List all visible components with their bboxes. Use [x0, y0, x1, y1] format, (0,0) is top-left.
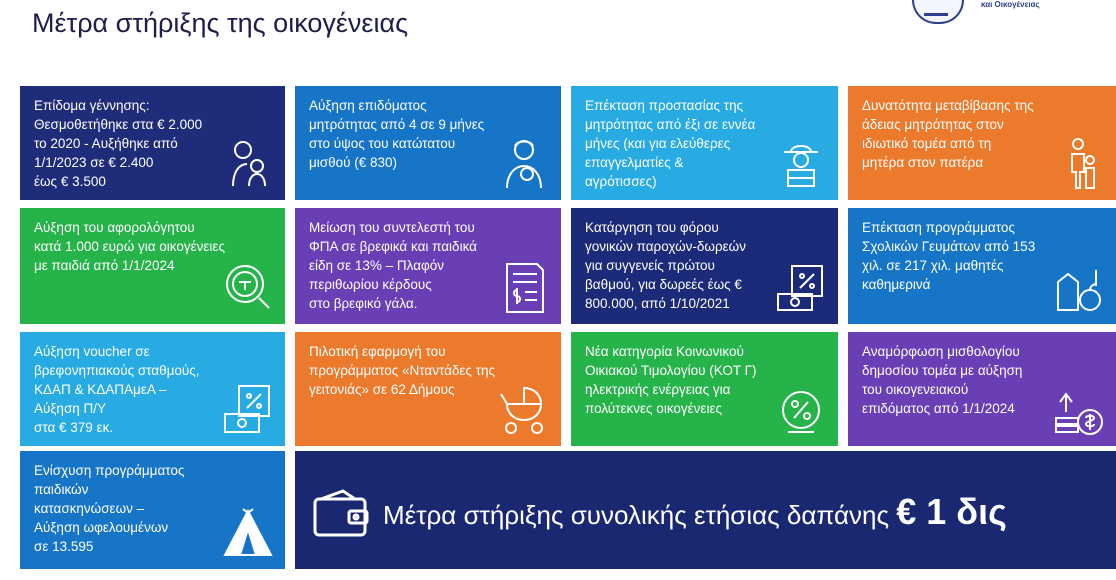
tile-text: Πιλοτική εφαρμογή του προγράμματος «Νταντάδες της γειτονιάς» σε 62 Δήμους	[309, 344, 496, 397]
tile-text: Ενίσχυση προγράμματος παιδικών κατασκηνώσεων – Αύξηση ωφελουμένων σε 13.595	[34, 463, 185, 554]
tile-text: Νέα κατηγορία Κοινωνικού Οικιακού Τιμολογίου (ΚΟΤ Γ) ηλεκτρικής ενέργειας για πολύτεκνες οικογένειες	[585, 344, 757, 416]
summary-banner	[295, 451, 1116, 569]
school-meal-icon	[1052, 260, 1106, 314]
tile-text: Αύξηση επιδόματος μητρότητας από 4 σε 9 μήνες στο ύψος του κατώτατου μισθού (€ 830)	[309, 98, 485, 170]
tile-voucher-increase	[20, 332, 285, 446]
tile-gift-tax-abolition	[571, 208, 838, 324]
tile-maternity-extension	[571, 86, 838, 200]
tile-leave-transfer	[848, 86, 1116, 200]
tile-nannies-program	[295, 332, 561, 446]
logo-text: και Οικογένειας	[981, 0, 1040, 9]
tile-text: Επέκταση προγράμματος Σχολικών Γευμάτων από 153 χιλ. σε 217 χιλ. μαθητές καθημερινά	[862, 220, 1036, 292]
wallet-icon	[311, 489, 371, 539]
mother-child-icon	[497, 136, 551, 190]
farmer-icon	[774, 136, 828, 190]
tile-maternity-allowance	[295, 86, 561, 200]
voucher-icon	[221, 382, 275, 436]
tax-document-icon	[497, 260, 551, 314]
stroller-icon	[497, 382, 551, 436]
salary-increase-icon	[1052, 382, 1106, 436]
tile-text: Επέκταση προστασίας της μητρότητας από έξι σε εννέα μήνες (και για ελεύθερες επαγγελματίες & αγρότισσες)	[585, 98, 756, 189]
tile-text: Δυνατότητα μεταβίβασης της άδειας μητρότητας στον ιδιωτικό τομέα από τη μητέρα στον πατέρα	[862, 98, 1034, 170]
tile-text: Μείωση του συντελεστή του ΦΠΑ σε βρεφικά και παιδικά είδη σε 13% – Πλαφόν περιθωρίου κέρδους στο βρεφικό γάλα.	[309, 220, 477, 311]
tile-public-salary	[848, 332, 1116, 446]
tent-icon	[221, 505, 275, 559]
summary-amount: € 1 δις	[896, 491, 1007, 532]
tile-birth-allowance	[20, 86, 285, 200]
tax-stamp-icon	[221, 260, 275, 314]
tile-summer-camps	[20, 451, 285, 569]
tile-text: Επίδομα γέννησης: Θεσμοθετήθηκε στα € 2.000 το 2020 - Αυξήθηκε από 1/1/2023 σε € 2.400 έως € 3.500	[34, 98, 203, 189]
tile-text: Αναμόρφωση μισθολογίου δημοσίου τομέα με αύξηση του οικογενειακού επιδόματος από 1/1/2024	[862, 344, 1023, 416]
tile-vat-reduction	[295, 208, 561, 324]
summary-text	[383, 491, 1007, 533]
tile-electricity-tariff	[571, 332, 838, 446]
father-child-icon	[1052, 136, 1106, 190]
mother-baby-icon	[221, 136, 275, 190]
money-percent-icon	[774, 260, 828, 314]
tile-text: Αύξηση του αφορολόγητου κατά 1.000 ευρώ για οικογένειες με παιδιά από 1/1/2024	[34, 220, 225, 273]
tile-tax-free	[20, 208, 285, 324]
ministry-logo	[912, 0, 964, 24]
summary-label: Μέτρα στήριξης συνολικής ετήσιας δαπάνης	[383, 500, 897, 530]
tile-school-meals	[848, 208, 1116, 324]
tile-text: Κατάργηση του φόρου γονικών παροχών-δωρεών για συγγενείς πρώτου βαθμού, για δωρεές έως € 800.000, από 1/10/2021	[585, 220, 746, 311]
piggy-percent-icon	[774, 382, 828, 436]
tile-text: Αύξηση voucher σε βρεφονηπιακούς σταθμούς, ΚΔΑΠ & ΚΔΑΠΑμεΑ – Αύξηση Π/Υ στα € 379 εκ.	[34, 344, 200, 435]
page-title: Μέτρα στήριξης της οικογένειας	[32, 8, 409, 38]
